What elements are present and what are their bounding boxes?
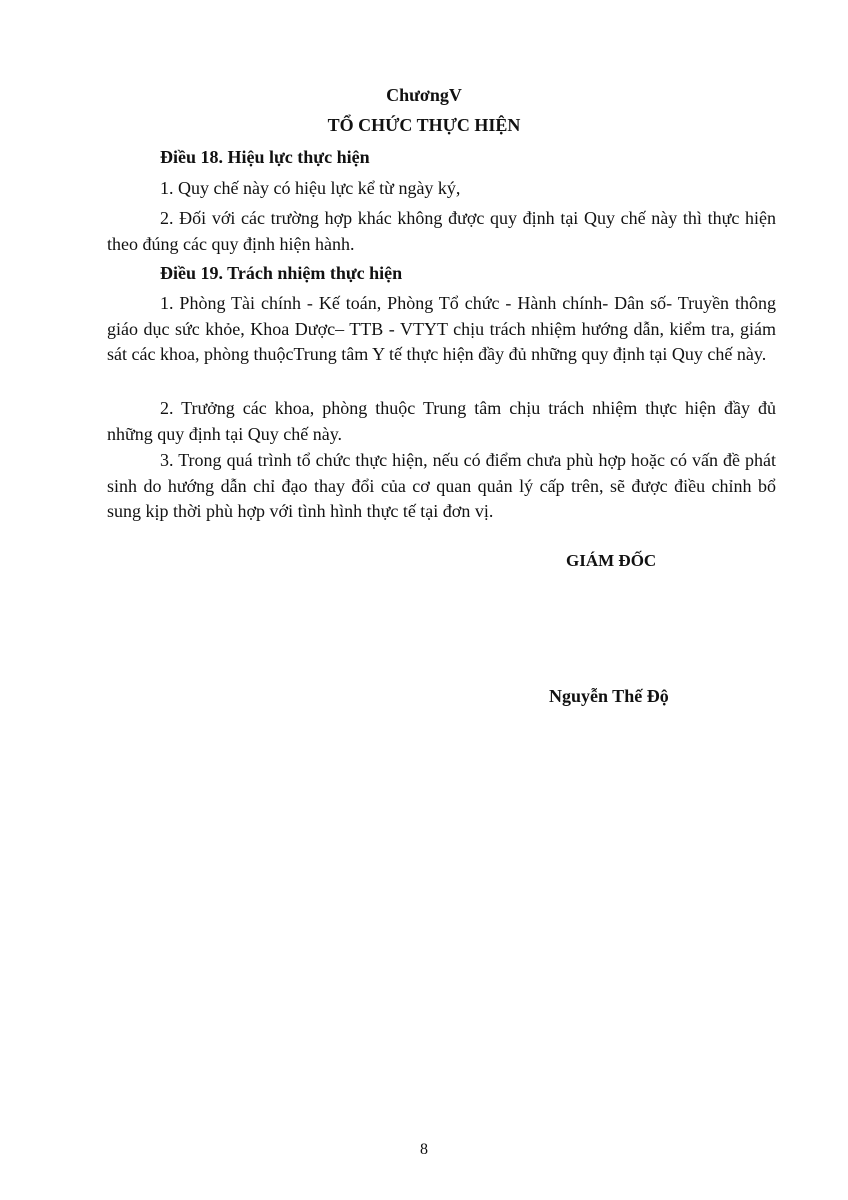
chapter-title: TỔ CHỨC THỰC HIỆN [327, 115, 521, 135]
chapter-label: ChươngV [386, 85, 462, 105]
article-18-paragraph-1: 1. Quy chế này có hiệu lực kể từ ngày ký, [160, 178, 461, 198]
article-19-paragraph-2: 2. Trưởng các khoa, phòng thuộc Trung tâm chịu trách nhiệm thực hiện đầy đủ những quy định tại Quy chế này. [107, 398, 776, 444]
article-19-paragraph-1: 1. Phòng Tài chính - Kế toán, Phòng Tổ chức - Hành chính- Dân số- Truyền thông giáo dục sức khỏe, Khoa Dược– TTB - VTYT chịu trách nhiệm hướng dẫn, kiểm tra, giám sát các khoa, phòng thuộcTrung tâm Y tế thực hiện đầy đủ những quy định tại Quy chế này. [107, 293, 776, 364]
page-number: 8 [420, 1141, 428, 1158]
signer-title: GIÁM ĐỐC [566, 551, 657, 570]
article-19-heading: Điều 19. Trách nhiệm thực hiện [160, 263, 403, 283]
article-18-heading: Điều 18. Hiệu lực thực hiện [160, 147, 370, 167]
article-18-paragraph-2: 2. Đối với các trường hợp khác không được quy định tại Quy chế này thì thực hiện theo đúng các quy định hiện hành. [107, 208, 776, 254]
signer-name: Nguyễn Thế Độ [549, 686, 669, 706]
article-19-paragraph-3: 3. Trong quá trình tổ chức thực hiện, nếu có điểm chưa phù hợp hoặc có vấn đề phát sinh do hướng dẫn chỉ đạo thay đổi của cơ quan quản lý cấp trên, sẽ được điều chỉnh bổ sung kịp thời phù hợp với tình hình thực tế tại đơn vị. [107, 450, 776, 521]
